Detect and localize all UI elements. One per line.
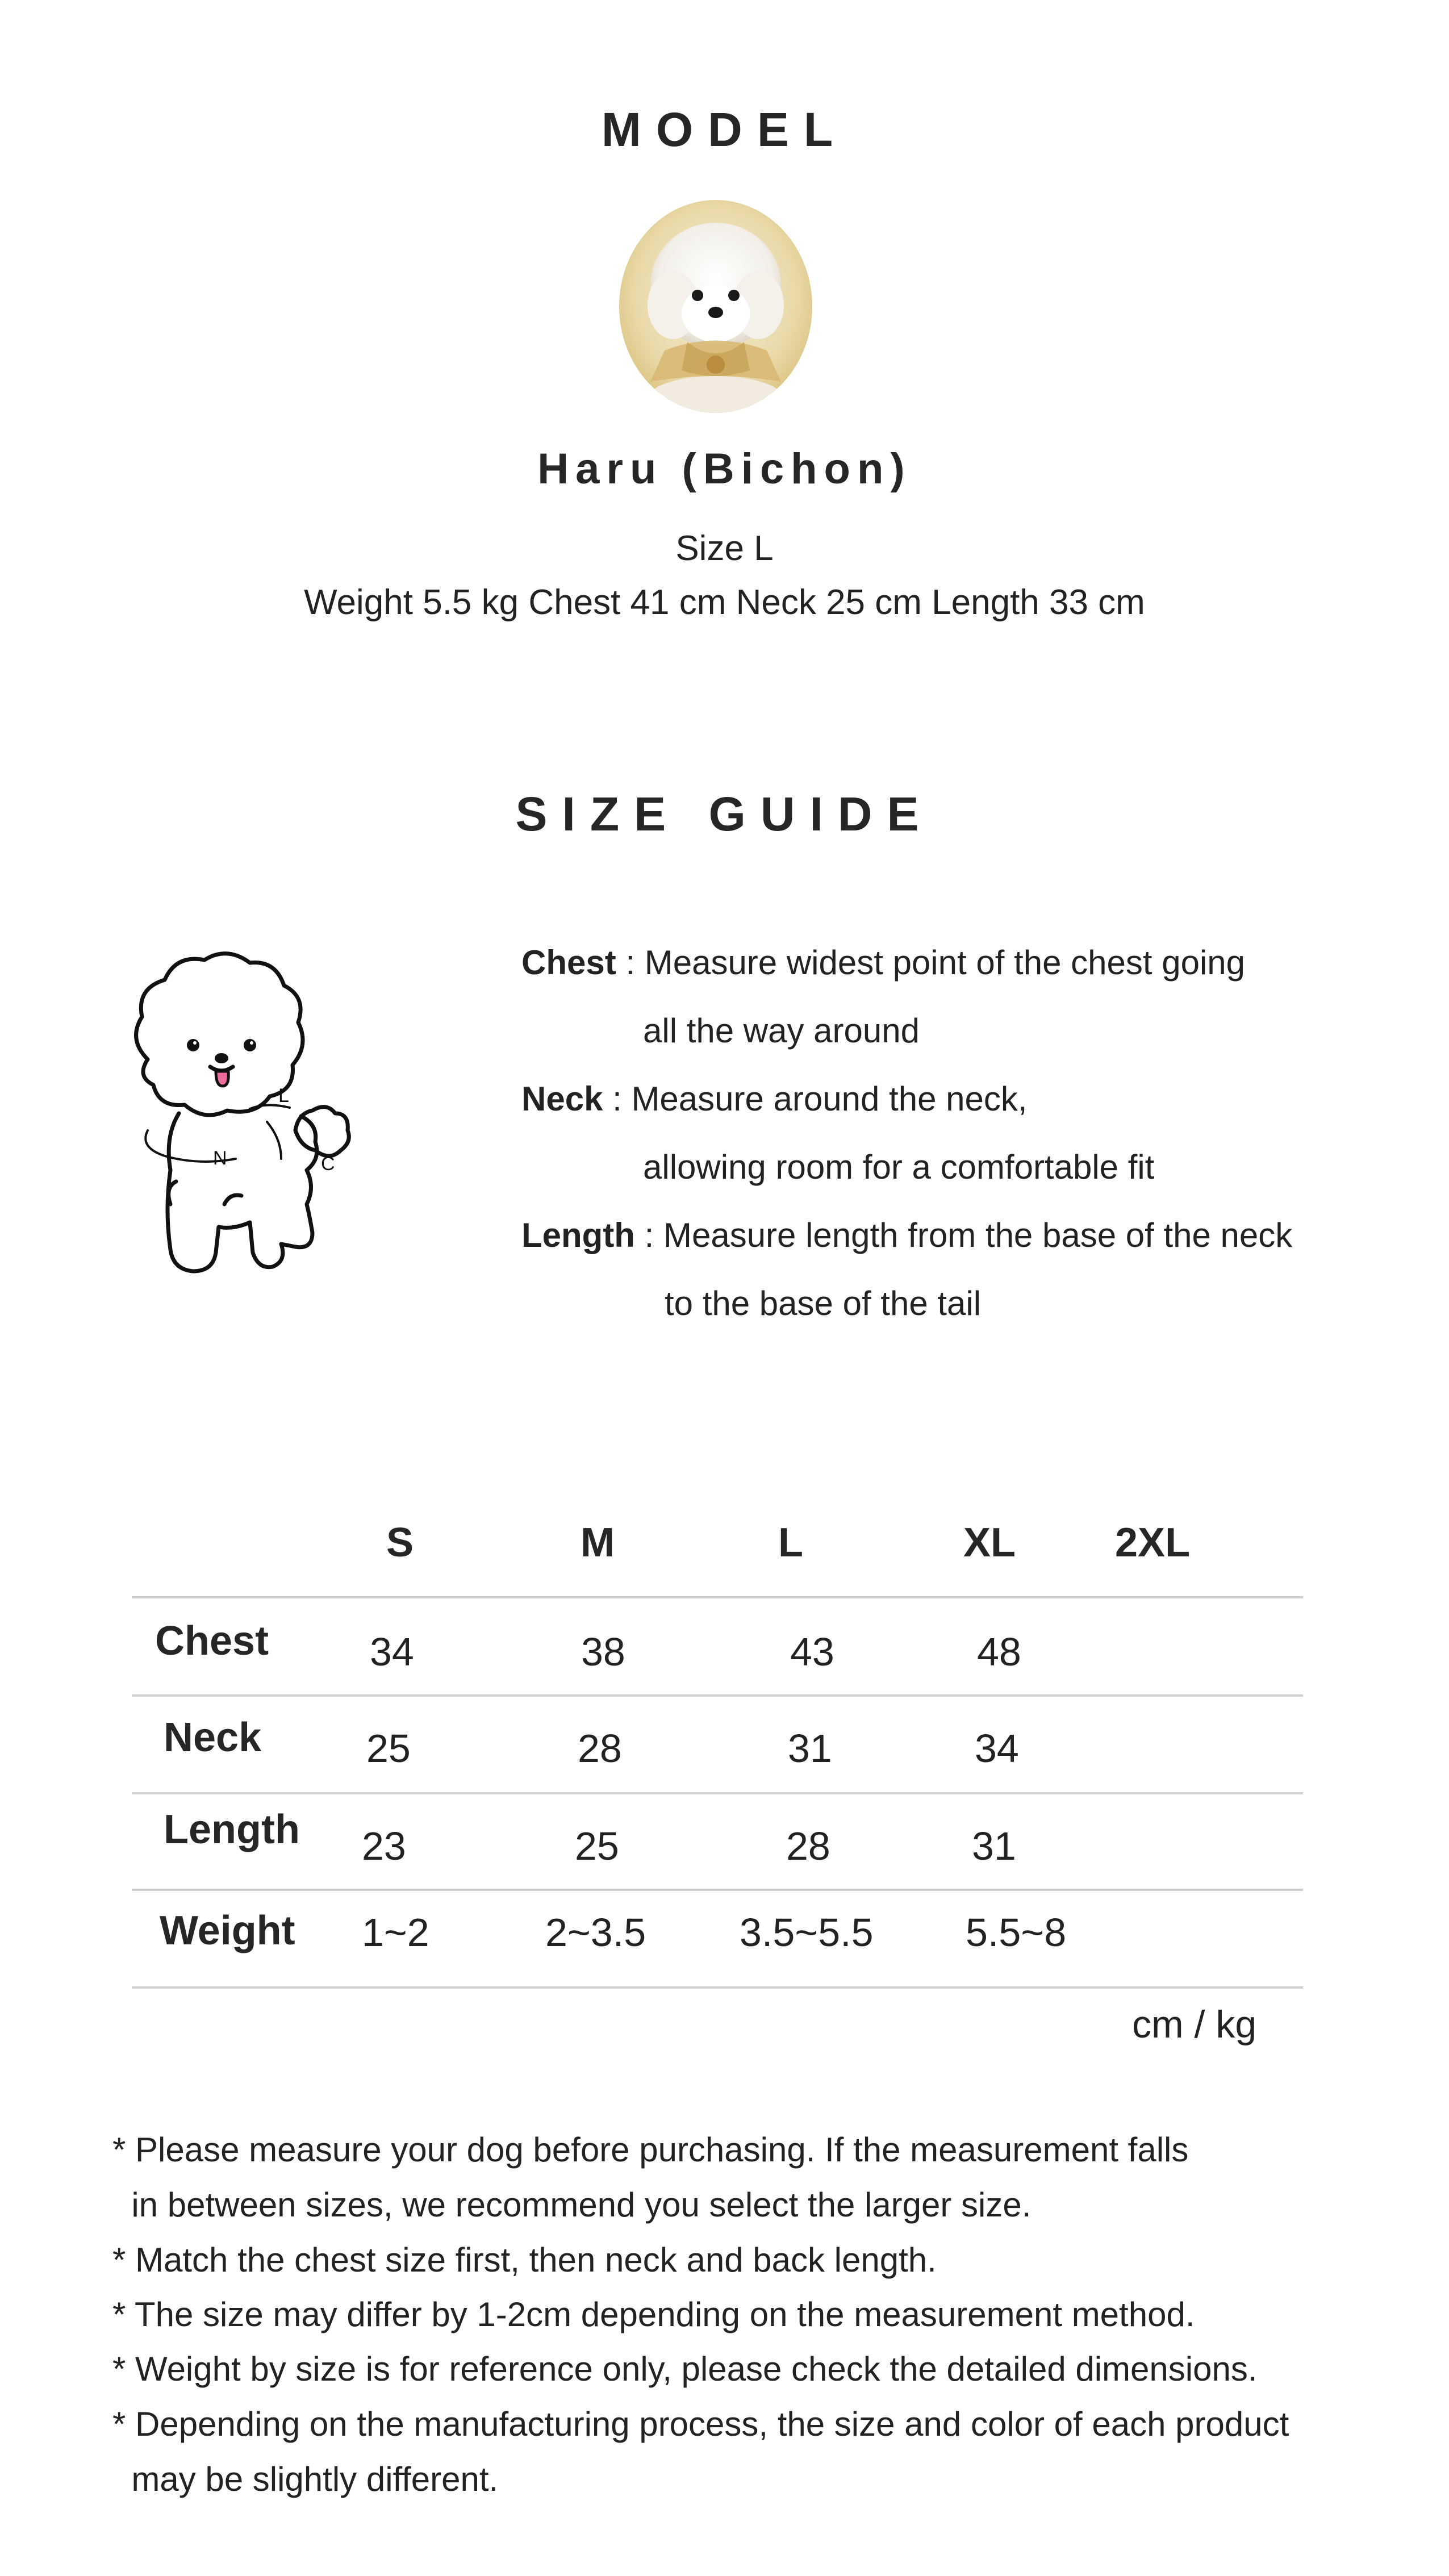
column-header-s: S	[386, 1520, 414, 1565]
model-size: Size L	[675, 529, 774, 568]
table-cell: 43	[790, 1630, 834, 1674]
note-line: * Match the chest size first, then neck and back length.	[112, 2241, 937, 2279]
model-name: Haru (Bichon)	[537, 445, 912, 493]
table-cell: 2~3.5	[545, 1910, 646, 1955]
instruction-term: Length	[521, 1216, 635, 1254]
table-cell: 5.5~8	[966, 1910, 1067, 1955]
model-heading: MODEL	[601, 103, 848, 156]
table-divider	[132, 1694, 1303, 1697]
row-label-chest: Chest	[155, 1618, 269, 1664]
note-line: * The size may differ by 1-2cm depending on the measurement method.	[112, 2295, 1195, 2333]
table-divider	[132, 1596, 1303, 1598]
table-cell: 23	[362, 1824, 406, 1868]
instruction-term: Neck	[521, 1080, 603, 1118]
table-cell: 3.5~5.5	[740, 1910, 874, 1955]
table-cell: 28	[786, 1824, 830, 1868]
row-label-neck: Neck	[164, 1715, 262, 1760]
table-divider	[132, 1889, 1303, 1891]
instruction-neck: Neck : Measure around the neck,	[521, 1080, 1028, 1118]
table-cell: 28	[578, 1726, 622, 1771]
note-line: in between sizes, we recommend you select the larger size.	[112, 2186, 1032, 2224]
instruction-length-continuation: to the base of the tail	[665, 1284, 982, 1322]
instruction-chest: Chest : Measure widest point of the chest going	[521, 943, 1246, 982]
table-cell: 25	[575, 1824, 619, 1868]
note-line: * Please measure your dog before purchasing. If the measurement falls	[112, 2131, 1189, 2169]
instruction-text: Measure around the neck,	[631, 1080, 1028, 1118]
note-line: * Depending on the manufacturing process, the size and color of each product	[112, 2405, 1289, 2443]
table-cell: 38	[581, 1630, 625, 1674]
column-header-2xl: 2XL	[1115, 1520, 1191, 1565]
instruction-length: Length : Measure length from the base of the neck	[521, 1216, 1293, 1254]
model-measurements: Weight 5.5 kg Chest 41 cm Neck 25 cm Length 33 cm	[304, 583, 1145, 622]
table-cell: 25	[366, 1726, 411, 1771]
note-line: * Weight by size is for reference only, please check the detailed dimensions.	[112, 2350, 1258, 2388]
model-photo	[619, 200, 812, 413]
instruction-neck-continuation: allowing room for a comfortable fit	[643, 1148, 1155, 1186]
table-divider	[132, 1792, 1303, 1794]
chest-marker-label: C	[321, 1153, 335, 1175]
instruction-chest-continuation: all the way around	[643, 1012, 920, 1050]
instruction-text: Measure length from the base of the neck	[663, 1216, 1293, 1254]
table-cell: 48	[977, 1630, 1021, 1674]
dog-measure-illustration	[125, 943, 426, 1284]
column-header-xl: XL	[963, 1520, 1016, 1565]
row-label-weight: Weight	[160, 1908, 295, 1953]
neck-marker-label: N	[213, 1147, 227, 1169]
instruction-term: Chest	[521, 943, 616, 982]
size-guide-heading: SIZE GUIDE	[515, 787, 934, 841]
table-cell: 31	[972, 1824, 1016, 1868]
instruction-text: Measure widest point of the chest going	[644, 943, 1246, 982]
table-cell: 34	[975, 1726, 1019, 1771]
unit-label: cm / kg	[1132, 2003, 1257, 2046]
note-line: may be slightly different.	[112, 2460, 499, 2498]
table-cell: 34	[370, 1630, 414, 1674]
length-marker-label: L	[278, 1085, 289, 1107]
column-header-m: M	[581, 1520, 615, 1565]
row-label-length: Length	[164, 1807, 300, 1852]
table-cell: 1~2	[362, 1910, 429, 1955]
table-divider	[132, 1986, 1303, 1989]
table-cell: 31	[788, 1726, 832, 1771]
column-header-l: L	[778, 1520, 803, 1565]
